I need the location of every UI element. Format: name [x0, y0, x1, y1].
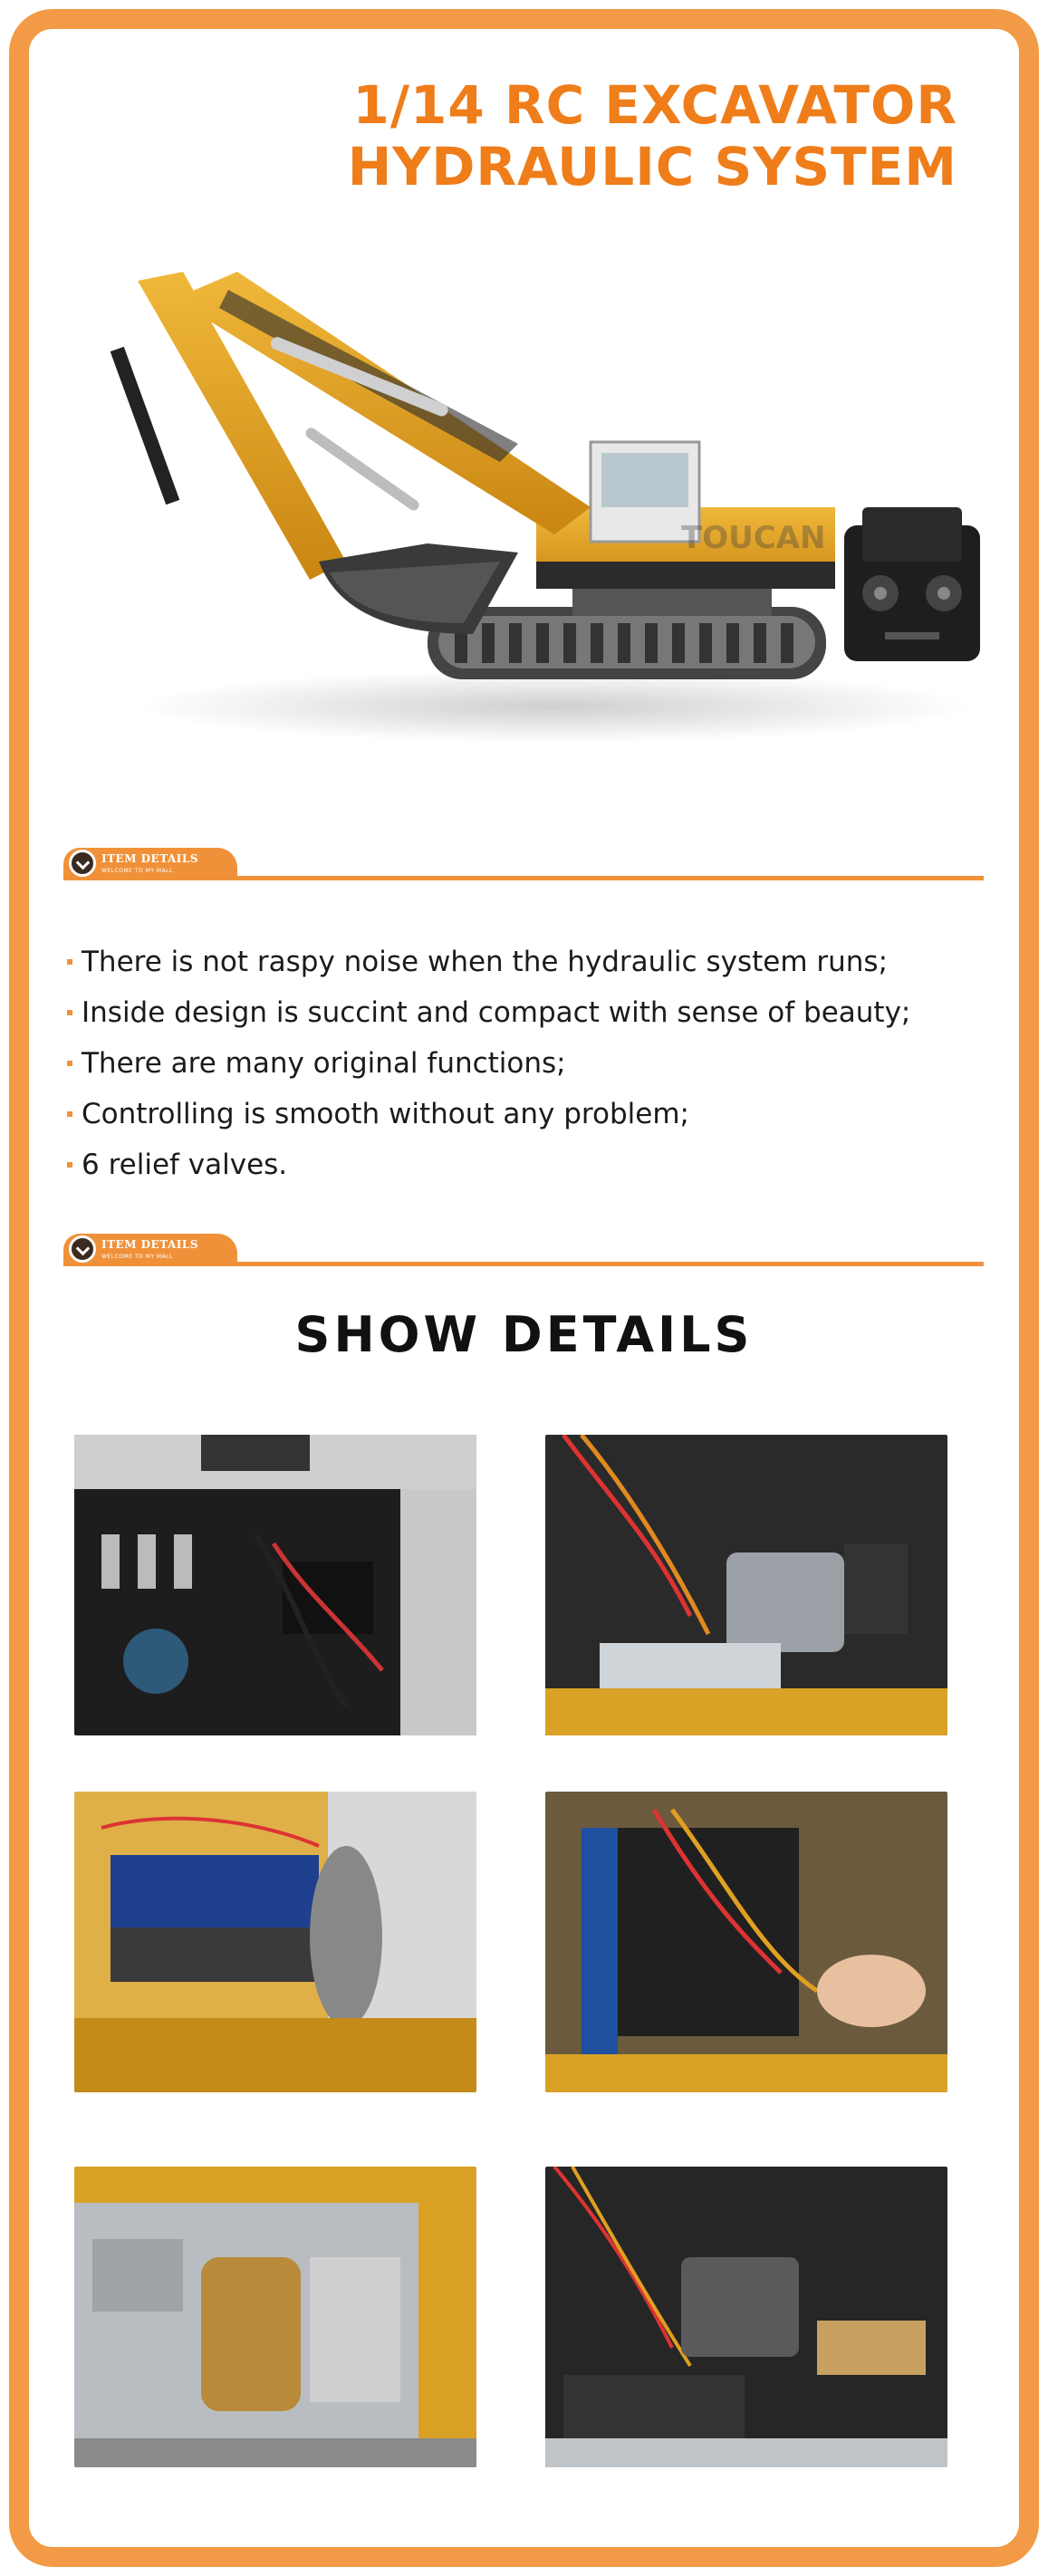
detail-photo: [74, 1435, 476, 1735]
chevron-down-icon: [69, 850, 96, 877]
detail-photo: [74, 1792, 476, 2092]
section-label: ITEM DETAILS: [101, 852, 199, 865]
feature-item: There are many original functions;: [67, 1038, 982, 1089]
title-line-2: HYDRAULIC SYSTEM: [347, 136, 957, 197]
bullet-icon: [67, 1111, 72, 1117]
title-line-1: 1/14 RC EXCAVATOR: [352, 74, 957, 136]
feature-item: Inside design is succint and compact with sense of beauty;: [67, 987, 982, 1038]
feature-item: 6 relief valves.: [67, 1139, 982, 1190]
detail-photo: [545, 2167, 947, 2467]
detail-photo-grid: [74, 1435, 947, 2467]
bullet-icon: [67, 1061, 72, 1066]
section-sublabel: WELCOME TO MY MALL: [101, 868, 173, 874]
hero-watermark: TOUCAN: [681, 520, 826, 556]
page-title: [348, 74, 957, 197]
bullet-icon: [67, 1162, 72, 1168]
section-label: ITEM DETAILS: [101, 1238, 199, 1251]
chevron-down-icon: [69, 1235, 96, 1263]
bullet-icon: [67, 959, 72, 965]
detail-photo: [74, 2167, 476, 2467]
excavator-hero-image: [47, 235, 998, 761]
detail-photo: [545, 1792, 947, 2092]
item-details-header-1: [63, 841, 984, 880]
excavator-illustration: [47, 235, 998, 761]
bullet-icon: [67, 1010, 72, 1015]
section-sublabel: WELCOME TO MY MALL: [101, 1254, 173, 1260]
show-details-heading: SHOW DETAILS: [294, 1306, 754, 1363]
feature-item: Controlling is smooth without any problem;: [67, 1089, 982, 1139]
feature-item: There is not raspy noise when the hydraulic system runs;: [67, 937, 982, 987]
feature-list: [67, 937, 982, 1190]
item-details-header-2: [63, 1226, 984, 1266]
detail-photo: [545, 1435, 947, 1735]
